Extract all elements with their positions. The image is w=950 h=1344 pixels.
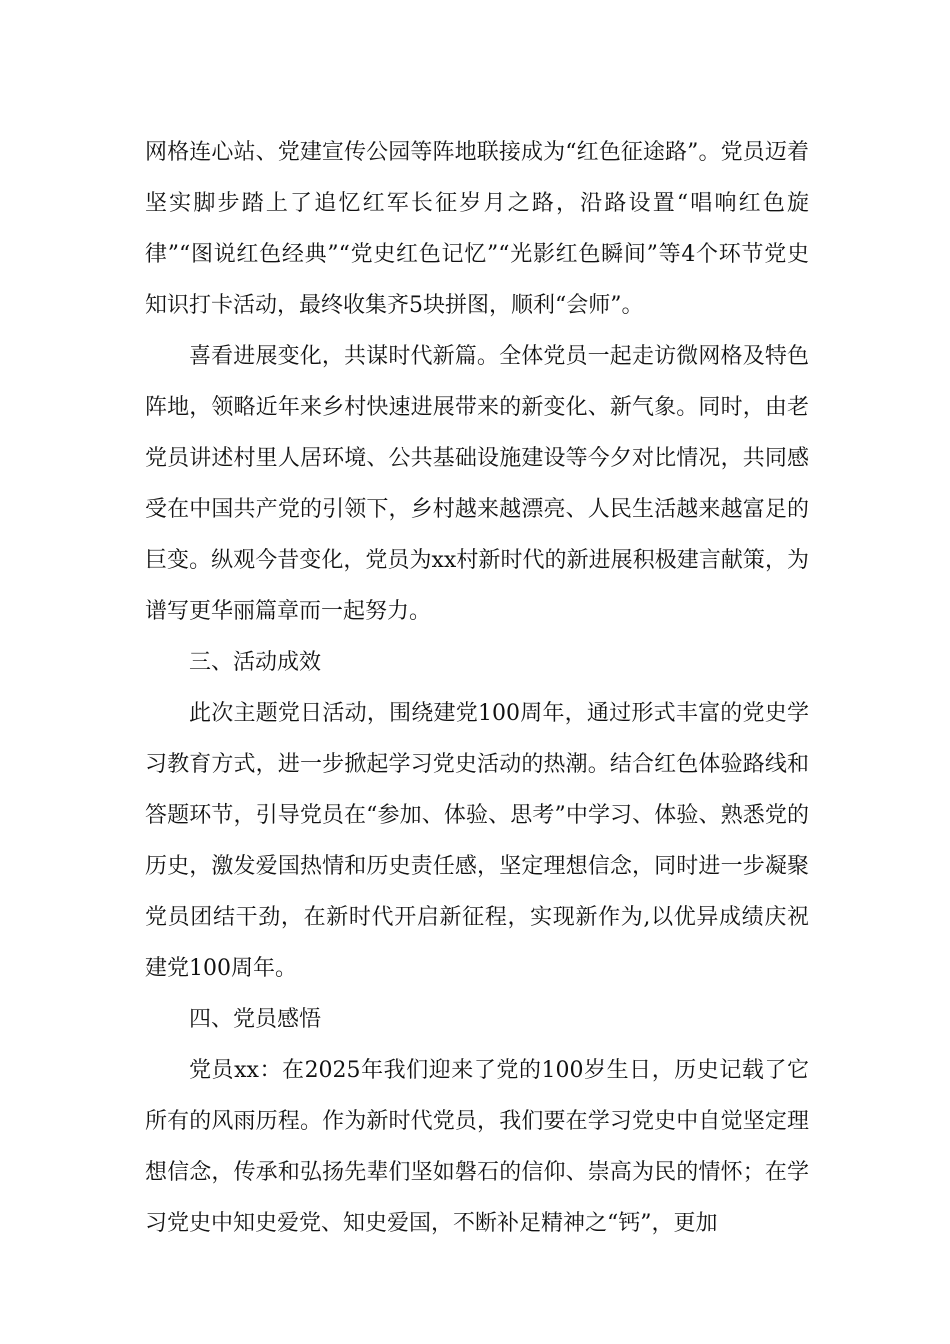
section-heading-results: 三、活动成效 <box>189 650 322 675</box>
paragraph-progress-changes: 喜看进展变化，共谋时代新篇。全体党员一起走访微网格及特色阵地，领略近年来乡村快速进展带来的新变化、新气象。同时，由老党员讲述村里人居环境、公共基础设施建设等今夕对比情况，共同感受在中国共产党的引领下，乡村越来越漂亮、人民生活越来越富足的巨变。纵观今昔变化，党员为xx村新时代的新进展积极建言献策，为谱写更华丽篇章而一起努力。 <box>145 344 809 624</box>
document-body <box>145 127 809 1249</box>
paragraph-red-route: 网格连心站、党建宣传公园等阵地联接成为“红色征途路”。党员迈着坚实脚步踏上了追忆红军长征岁月之路，沿路设置“唱响红色旋律”“图说红色经典”“党史红色记忆”“光影红色瞬间”等4个环节党史知识打卡活动，最终收集齐5块拼图，顺利“会师”。 <box>145 140 809 318</box>
paragraph-reflection-member: 党员xx：在2025年我们迎来了党的100岁生日，历史记载了它所有的风雨历程。作为新时代党员，我们要在学习党史中自觉坚定理想信念，传承和弘扬先辈们坚如磐石的信仰、崇高为民的情怀；在学习党史中知史爱党、知史爱国，不断补足精神之“钙”，更加 <box>145 1058 809 1236</box>
section-heading-reflections: 四、党员感悟 <box>189 1007 322 1032</box>
paragraph-results: 此次主题党日活动，围绕建党100周年，通过形式丰富的党史学习教育方式，进一步掀起学习党史活动的热潮。结合红色体验路线和答题环节，引导党员在“参加、体验、思考”中学习、体验、熟悉党的历史，激发爱国热情和历史责任感，坚定理想信念，同时进一步凝聚党员团结干劲，在新时代开启新征程，实现新作为,以优异成绩庆祝建党100周年。 <box>145 701 809 981</box>
